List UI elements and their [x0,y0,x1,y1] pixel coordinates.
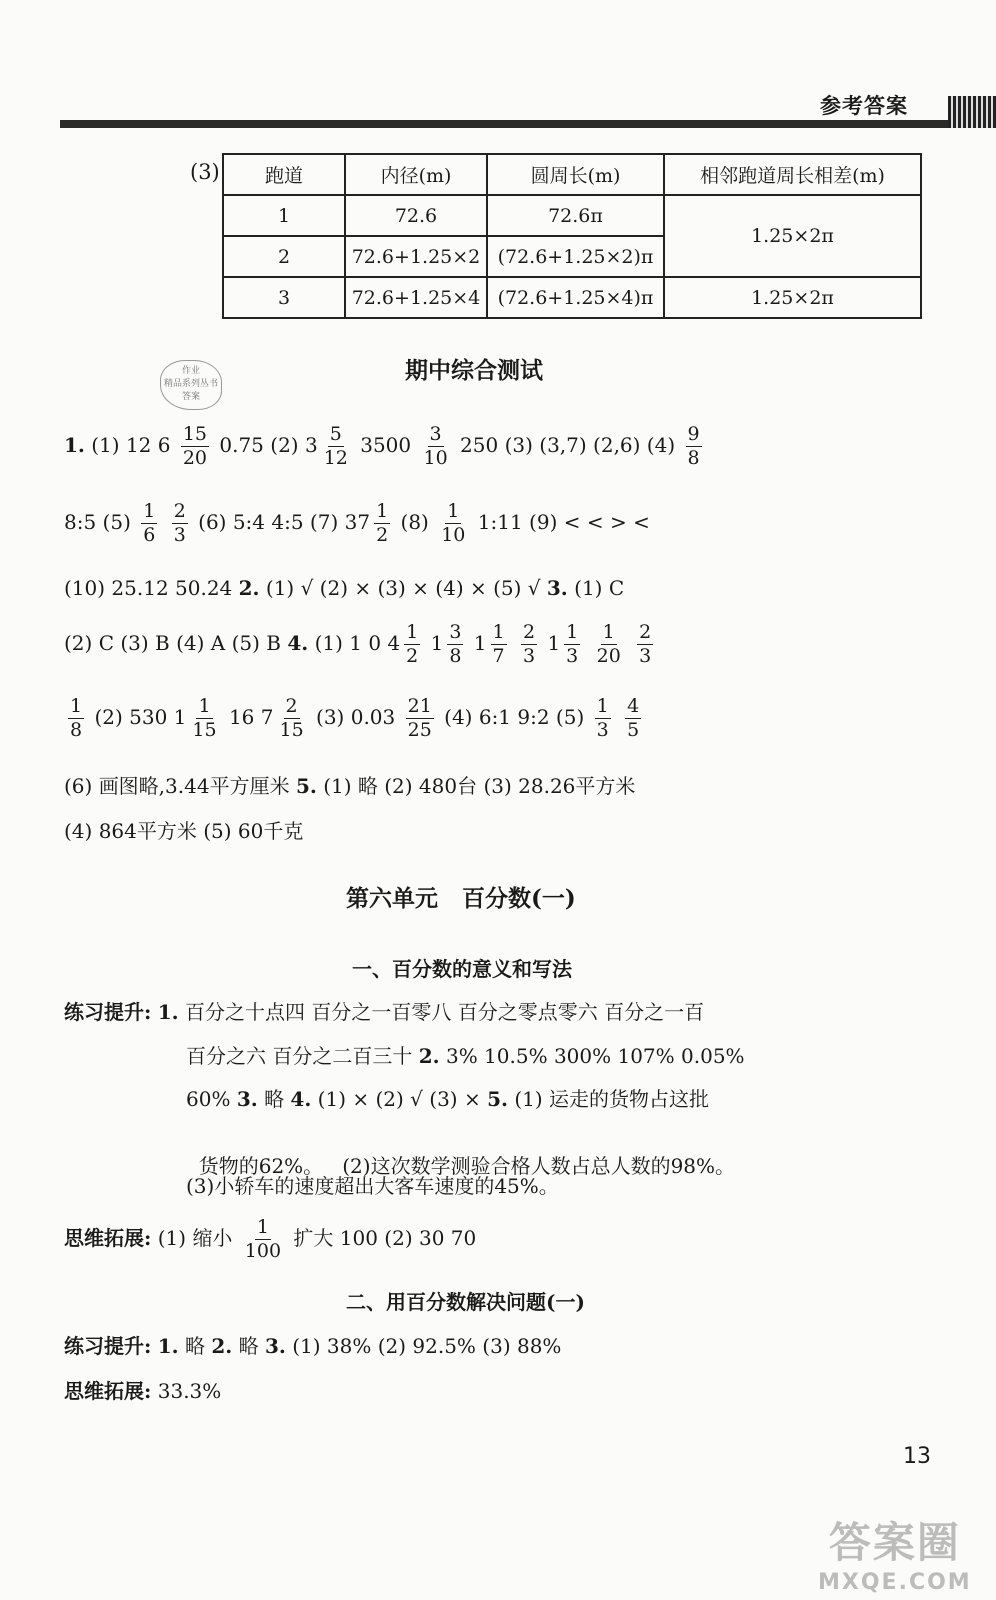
denominator: 100 [244,1240,282,1262]
answer-line [186,1083,709,1112]
publisher-stamp [160,360,222,410]
answer-line [64,996,704,1025]
q-num: 2. [238,576,260,600]
q-num: 3. [236,1087,258,1111]
denominator: 3 [522,645,536,667]
cell-diff: 1.25×2π [664,277,921,318]
numerator: 2 [639,621,652,643]
denominator: 20 [182,447,208,469]
fraction [595,623,623,666]
answer-text: 扩大 100 (2) 30 70 [293,1226,477,1250]
answer-line [64,1218,476,1261]
fraction [181,425,209,468]
numerator: 1 [143,500,156,522]
th-circumference: 圆周长(m) [487,154,664,195]
numerator: 2 [522,621,536,643]
q-num: 4. [287,631,309,655]
denominator: 3 [173,524,186,546]
answer-text: (1) 12 6 [91,433,171,457]
table-header-row [223,154,921,195]
answer-text: (3) 0.03 [316,705,396,729]
table-label: (3) [190,160,220,184]
fraction [686,425,702,468]
answer-text: (1) 运走的货物占这批 [514,1087,710,1111]
fraction [243,1218,283,1261]
answer-text: (10) 25.12 50.24 [64,576,233,600]
answer-text: (1) √ (2) × (3) × (4) × (5) √ [265,576,541,600]
track-table [222,153,922,319]
q-num: 3. [264,1334,286,1358]
answer-line [64,697,645,740]
fraction [637,623,653,666]
fraction [447,623,463,666]
denominator: 20 [596,645,621,667]
cell: 72.6+1.25×4 [345,277,487,318]
cell: 3 [223,277,345,318]
cell-diff: 1.25×2π [664,195,921,277]
fraction [521,623,537,666]
section2-title: 二、用百分数解决问题(一) [346,1290,585,1314]
th-track: 跑道 [223,154,345,195]
stamp-line: 答案 [181,392,200,402]
denominator: 15 [279,719,304,741]
fraction [404,623,420,666]
answer-text: (6) 5:4 4:5 (7) 37 [198,510,371,534]
section-label: 练习提升: [64,1334,152,1358]
stamp-line: 作业 [181,366,200,376]
watermark-logo: 答案圈 [828,1518,961,1567]
section-label: 练习提升: [64,1000,152,1024]
denominator: 3 [639,645,652,667]
numerator: 1 [596,695,609,717]
denominator: 15 [192,719,217,741]
th-difference: 相邻跑道周长相差(m) [664,154,921,195]
table-row [223,195,921,236]
table-row [223,277,921,318]
q-num: 2. [418,1044,440,1068]
answer-text: (1) C [574,576,625,600]
denominator: 6 [143,524,156,546]
cell: 72.6 [345,195,487,236]
denominator: 25 [407,719,432,741]
fraction [625,697,641,740]
fraction [595,697,611,740]
answer-text: 略 [264,1087,285,1111]
answer-line [64,576,624,600]
fraction [322,425,350,468]
header-title: 参考答案 [820,93,908,118]
numerator: 1 [602,621,615,643]
watermark [818,1510,972,1595]
fraction [439,502,467,545]
midterm-title: 期中综合测试 [405,357,543,384]
denominator: 5 [627,719,640,741]
answer-text: 250 (3) (3,7) (2,6) (4) [460,433,676,457]
q-num: 5. [295,774,317,798]
answer-line [186,1170,559,1199]
cell: 72.6π [487,195,664,236]
watermark-url: MXQE.COM [818,1570,972,1595]
answer-text: 货物的62%。 (2)这次数学测验合格人数占总人数的98%。 [198,1154,736,1178]
answer-text: 1 [430,631,444,655]
denominator: 8 [449,645,462,667]
answer-line [186,1040,745,1069]
numerator: 1 [70,695,83,717]
answer-text: (2) C (3) B (4) A (5) B [64,631,281,655]
answer-line [64,815,303,844]
numerator: 9 [687,423,700,445]
numerator: 21 [407,695,432,717]
answer-text: 略 [238,1334,259,1358]
section-label: 思维拓展: [64,1379,152,1403]
numerator: 3 [449,621,462,643]
numerator: 1 [447,500,460,522]
q-num: 2. [211,1334,233,1358]
numerator: 4 [627,695,640,717]
denominator: 3 [566,645,579,667]
numerator: 2 [285,695,298,717]
cell: (72.6+1.25×4)π [487,277,664,318]
page-number: 13 [903,1444,931,1469]
unit6-title: 第六单元 百分数(一) [346,885,576,912]
denominator: 2 [406,645,419,667]
answer-text: 1 [473,631,487,655]
denominator: 8 [70,719,83,741]
answer-text: 3500 [360,433,412,457]
denominator: 2 [376,524,389,546]
answer-line [64,623,657,666]
fraction [374,502,390,545]
answer-text: (1) 38% (2) 92.5% (3) 88% [292,1334,562,1358]
fraction [564,623,580,666]
answer-text: 8:5 (5) [64,510,131,534]
answer-text: (8) [400,510,429,534]
answer-text: (2) 530 1 [94,705,187,729]
answer-text: 60% [186,1087,231,1111]
answer-text: 1:11 (9) < < > < [477,510,650,534]
q-num: 4. [290,1087,312,1111]
denominator: 3 [596,719,609,741]
cell: (72.6+1.25×2)π [487,236,664,277]
numerator: 2 [173,500,186,522]
answer-text: 略 [185,1334,205,1358]
answer-text: 1 [547,631,561,655]
fraction [491,623,507,666]
answer-text: (1) 略 (2) 480台 (3) 28.26平方米 [323,774,636,798]
answer-line [64,1330,561,1359]
answer-text: 百分之六 百分之二百三十 [186,1044,413,1068]
q-num: 1. [157,1334,179,1358]
numerator: 1 [492,621,505,643]
q-num: 1. [157,1000,179,1024]
numerator: 1 [256,1216,269,1238]
answer-line [64,425,706,468]
section1-title: 一、百分数的意义和写法 [352,957,572,981]
fraction [172,502,188,545]
denominator: 8 [687,447,700,469]
fraction [406,697,434,740]
fraction [141,502,157,545]
numerator: 1 [198,695,211,717]
numerator: 1 [406,621,419,643]
th-inner-diameter: 内径(m) [345,154,487,195]
answer-text: 16 7 [228,705,274,729]
answer-text: 0.75 (2) 3 [219,433,318,457]
denominator: 7 [492,645,505,667]
answer-text: 3% 10.5% 300% 107% 0.05% [445,1044,745,1068]
numerator: 15 [182,423,208,445]
answer-text: (1) 1 0 4 [314,631,401,655]
numerator: 3 [429,423,442,445]
numerator: 1 [376,500,389,522]
answer-line [64,502,650,545]
denominator: 10 [423,447,448,469]
answer-text: (4) 6:1 9:2 (5) [444,705,585,729]
answer-text: (1) × (2) √ (3) × [317,1087,481,1111]
fraction [68,697,84,740]
answer-text: 33.3% [157,1379,222,1403]
answer-text: 百分之十点四 百分之一百零八 百分之零点零六 百分之一百 [185,1000,705,1024]
denominator: 12 [323,447,348,469]
answer-line [64,1375,221,1404]
q-num: 1. [64,433,85,457]
answer-text: (4) 864平方米 (5) 60千克 [64,819,304,843]
cell: 72.6+1.25×2 [345,236,487,277]
answer-line [64,770,635,799]
fraction [422,425,450,468]
numerator: 1 [566,621,579,643]
q-num: 5. [487,1087,508,1111]
fraction [190,697,218,740]
header-tab-marker [948,96,996,128]
answer-text: (1) 缩小 [157,1226,233,1250]
header-rule [60,120,960,128]
q-num: 3. [546,576,568,600]
answer-text: (3)小轿车的速度超出大客车速度的45%。 [186,1174,559,1198]
stamp-line: 精品系列丛书 [163,379,218,389]
cell: 2 [223,236,345,277]
section-label: 思维拓展: [64,1226,152,1250]
fraction [277,697,305,740]
answer-text: (6) 画图略,3.44平方厘米 [64,774,290,798]
cell: 1 [223,195,345,236]
numerator: 5 [329,423,342,445]
denominator: 10 [441,524,466,546]
